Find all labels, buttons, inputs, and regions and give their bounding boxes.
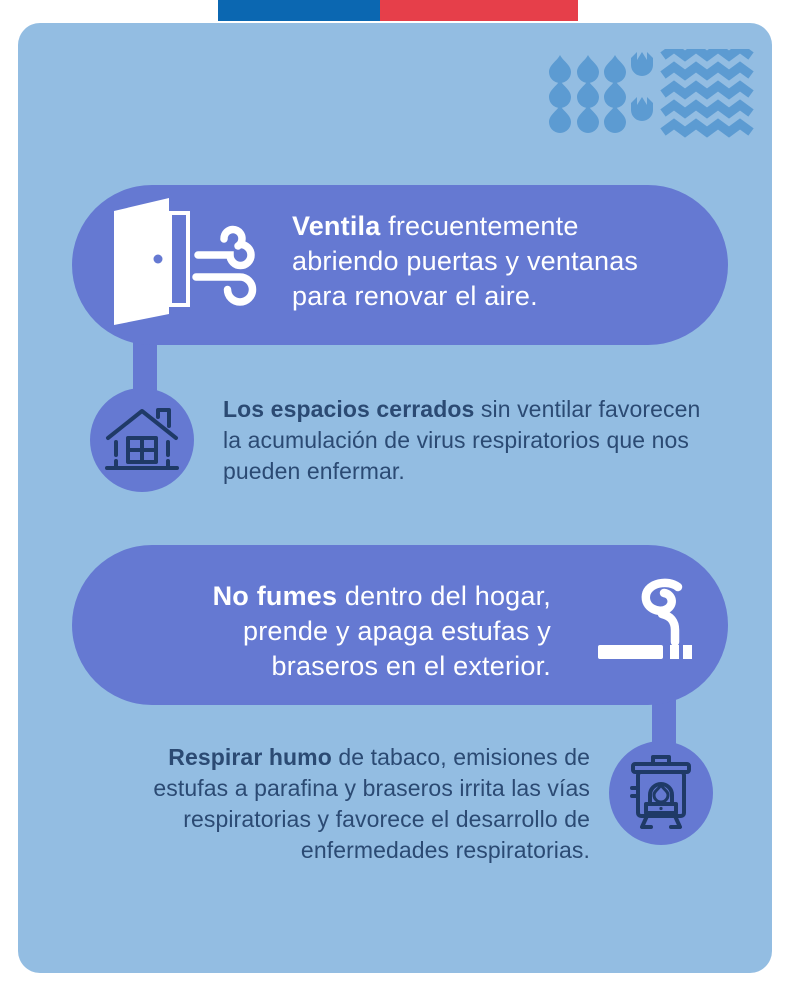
bold-text: Ventila: [292, 211, 381, 241]
text-line: [292, 279, 638, 314]
regular-text: dentro del hogar,: [337, 581, 551, 611]
regular-text: para renovar el aire.: [292, 281, 538, 311]
bubble-ventila-text: [292, 209, 638, 314]
ribbon-red-segment: [380, 0, 578, 21]
text-line: [292, 209, 638, 244]
house-icon: [104, 404, 180, 476]
regular-text: respiratorias y favorece el desarrollo de: [183, 806, 590, 832]
text-line: [98, 804, 590, 835]
regular-text: de tabaco, emisiones de: [331, 744, 590, 770]
wind-icon: [196, 230, 252, 302]
bud-drops-icon: [631, 52, 653, 121]
text-line: [168, 649, 551, 684]
regular-text: braseros en el exterior.: [271, 651, 551, 681]
infographic-card: [18, 23, 772, 973]
regular-text: prende y apaga estufas y: [242, 616, 551, 646]
regular-text: estufas a parafina y braseros irrita las vías: [153, 775, 590, 801]
smoke-curl: [646, 583, 678, 642]
bubble-no-fumes-text: [168, 579, 551, 684]
text-line: [292, 244, 638, 279]
text-line: [223, 456, 700, 487]
raindrops-icon: [549, 55, 626, 133]
bold-text: No fumes: [212, 581, 338, 611]
house-badge: [90, 388, 194, 492]
regular-text: sin ventilar favorecen: [474, 396, 701, 422]
bold-text: Respirar humo: [168, 744, 332, 770]
regular-text: la acumulación de virus respiratorios que nos: [223, 427, 690, 453]
door-knob: [154, 255, 163, 264]
waves-icon: [663, 49, 751, 132]
regular-text: frecuentemente: [380, 211, 579, 241]
ribbon-blue-segment: [218, 0, 380, 21]
note-closed-spaces: [223, 394, 700, 487]
text-line: [168, 579, 551, 614]
wood-stove-icon: [625, 754, 697, 832]
stove-badge: [609, 741, 713, 845]
text-line: [168, 614, 551, 649]
text-line: [223, 425, 700, 456]
government-ribbon: [218, 0, 578, 21]
text-line: [98, 742, 590, 773]
open-door-icon: [106, 193, 276, 328]
bold-text: Los espacios cerrados: [223, 396, 475, 422]
text-line: [98, 835, 590, 866]
door-frame: [170, 213, 188, 305]
weather-motifs: [546, 49, 774, 139]
text-line: [223, 394, 700, 425]
note-smoke: [98, 742, 590, 866]
regular-text: pueden enfermar.: [223, 458, 405, 484]
regular-text: enfermedades respiratorias.: [300, 837, 590, 863]
text-line: [98, 773, 590, 804]
cigarette-icon: [596, 578, 714, 674]
regular-text: abriendo puertas y ventanas: [292, 246, 639, 276]
